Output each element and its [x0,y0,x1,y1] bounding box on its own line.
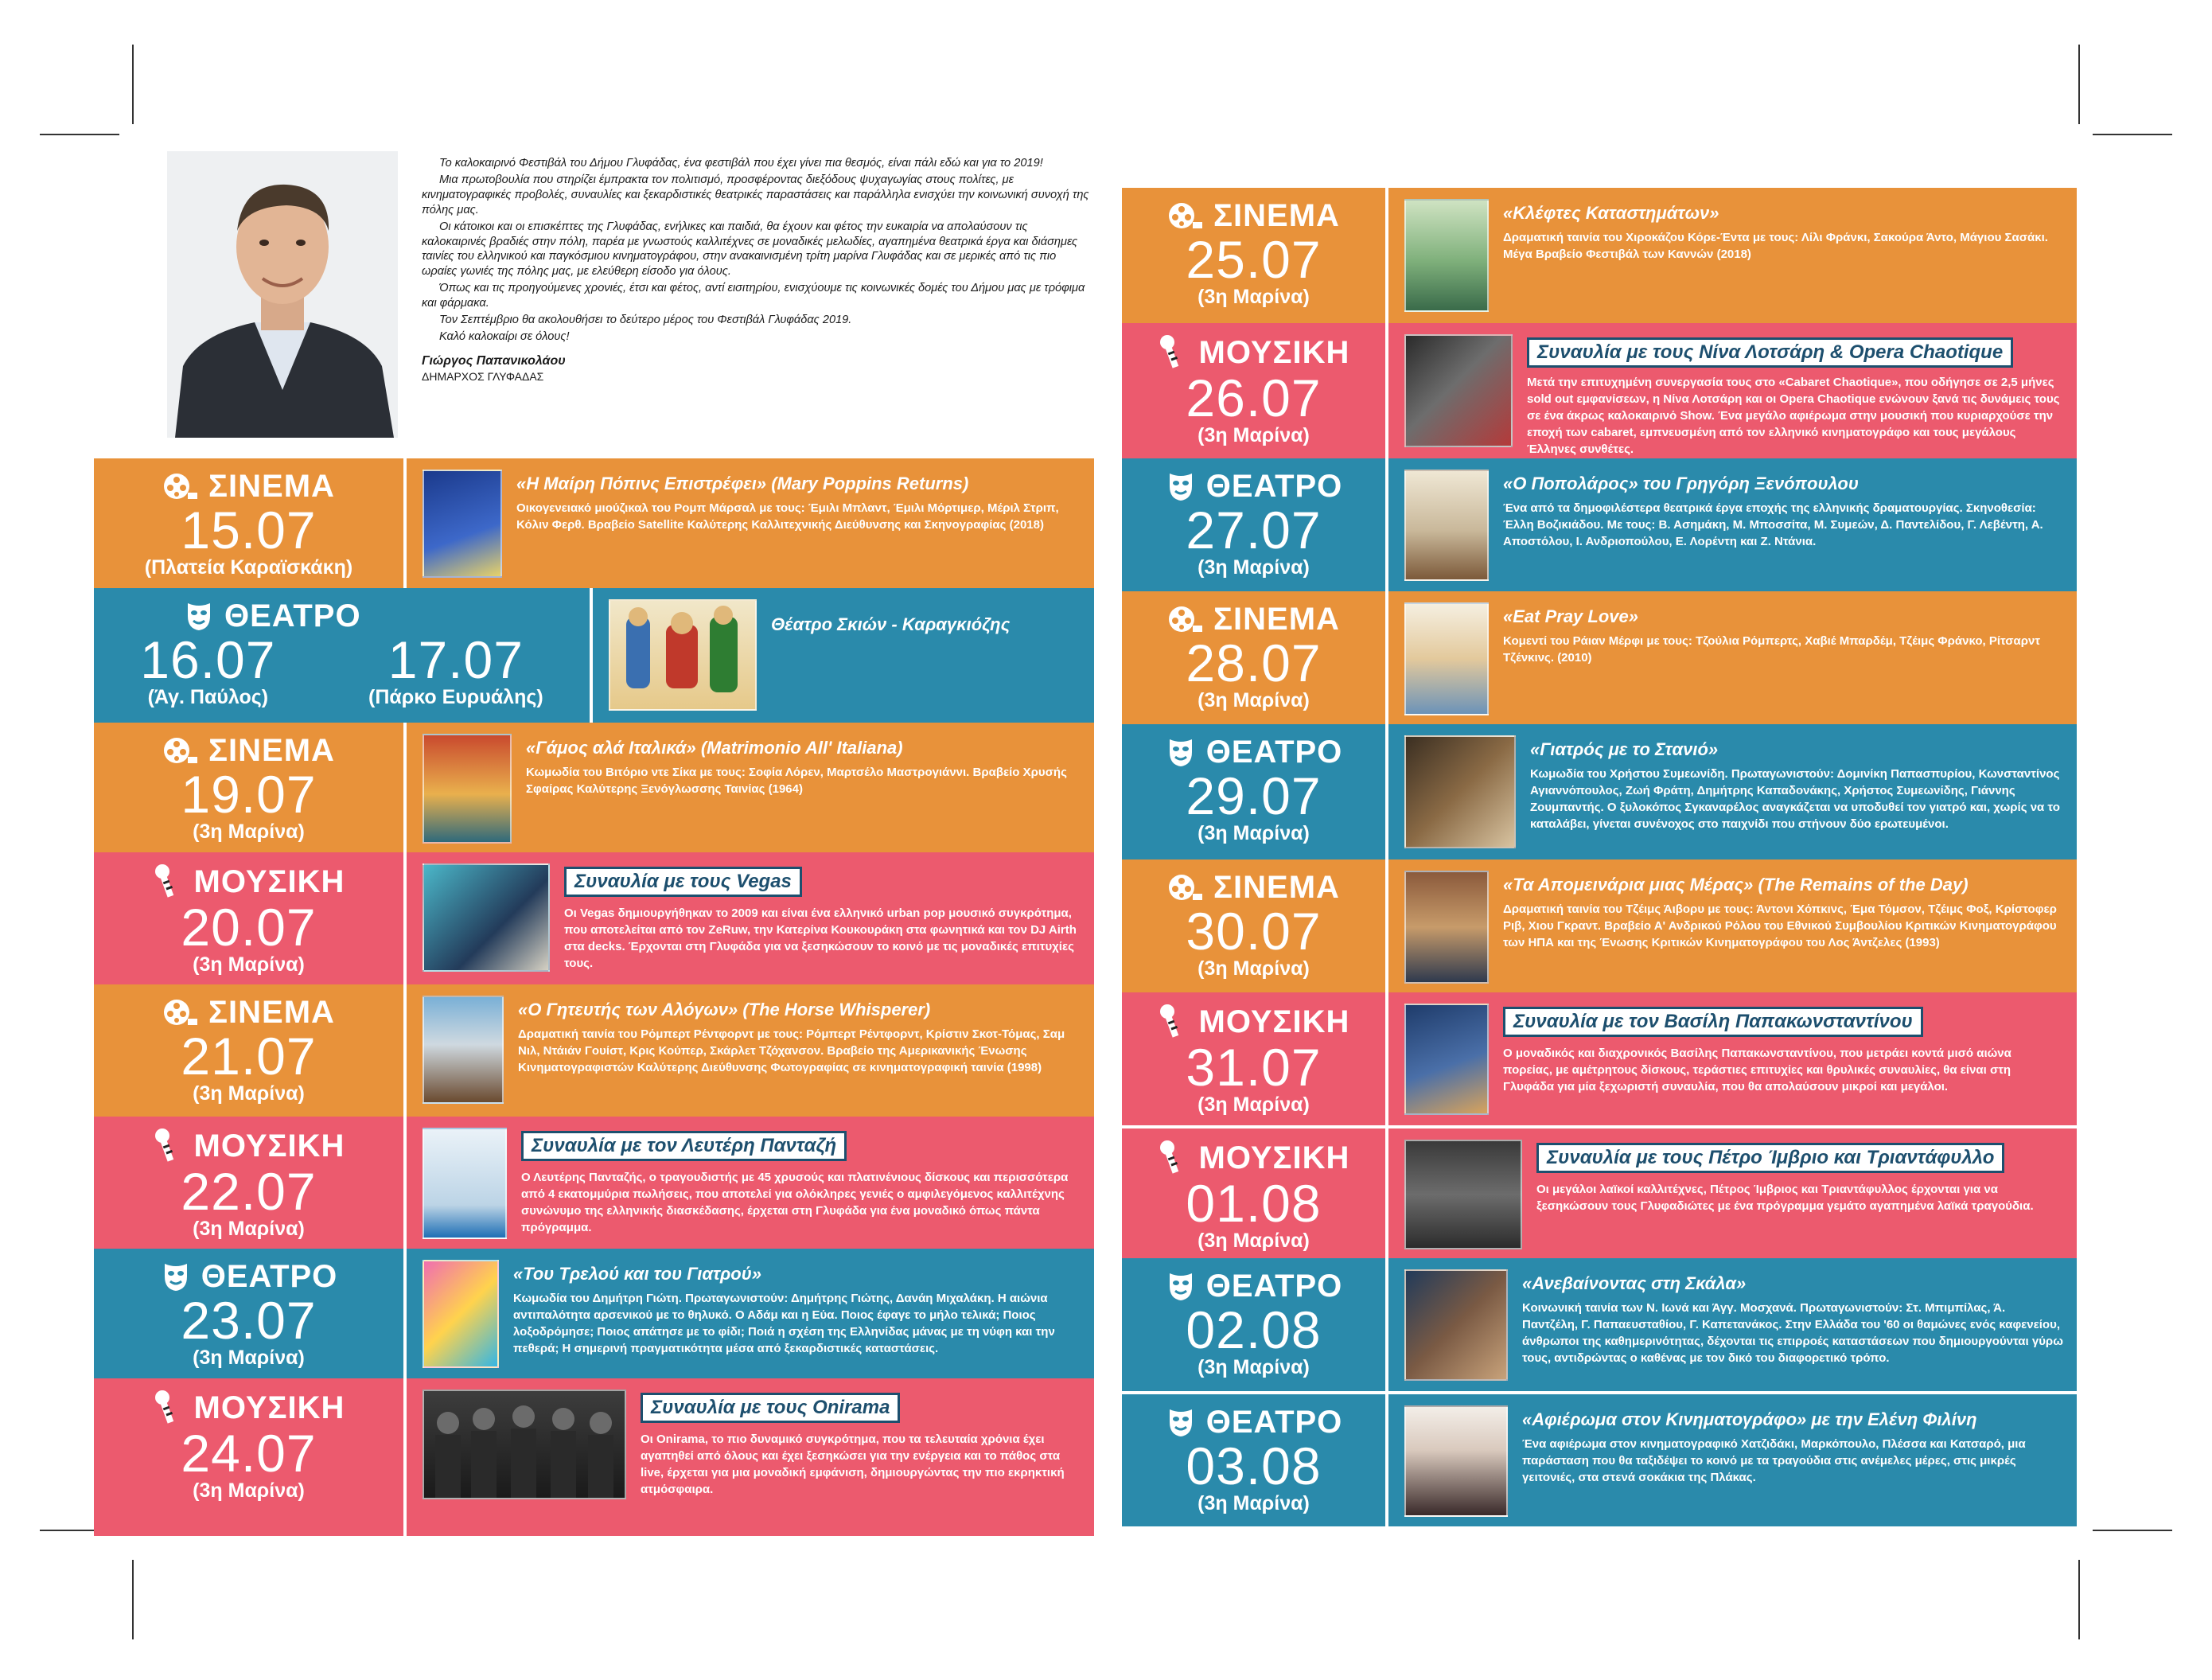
theater-mask-icon [183,600,215,632]
event-venue: (3η Μαρίνα) [1198,1230,1310,1252]
event-date: 25.07 [1186,230,1322,289]
event-description: Μετά την επιτυχημένη συνεργασία τους στο «Cabaret Chaotique», που οδήγησε σε 2,5 μήνες sold out εμφανίσεων, η Νίνα Λοτσάρη και οι Opera Chaotique ενώνουν ξανά τις δυνάμεις τους σε ένα άκρως καλοκαιρινό Show. Ένα μεγάλο αφιέρωμα στην μουσική που κυριαρχούσε την εποχή των cabaret, εμπνευσμένη από τον ελληνικό κινηματογράφο και τους μεγάλους Έλληνες συνθέτες. [1527,376,2060,456]
event-boxed-title: Συναυλία με τους Vegas [564,867,802,897]
event-date-cell [1122,1258,1388,1391]
category-label: ΣΙΝΕΜΑ [208,995,335,1030]
category-label: ΘΕΑΤΡΟ [224,598,361,633]
event-poster [423,996,504,1104]
category-label: ΘΕΑΤΡΟ [1205,1269,1343,1304]
event-date: 17.07 [387,630,524,689]
intro-paragraph: Μια πρωτοβουλία που στηρίζει έμπρακτα τον πολιτισμό, προσφέροντας διεξόδους ψυχαγωγίας στους πολίτες, με κινηματογραφικές προβολές, συναυλίες και ξεκαρδιστικές θεατρικές παραστάσεις και παράλληλα ενισχύει την κοινωνική συνοχή της πόλης μας. [422,173,1089,216]
event-description: Κωμωδία του Βιτόριο ντε Σίκα με τους: Σοφία Λόρεν, Μαρτσέλο Μαστρογιάννι. Βραβείο Χρυσής Σφαίρας Καλύτερης Ξενόγλωσσης Ταινίας (1964) [526,766,1067,796]
event-poster [1404,1269,1508,1381]
event-title: «Κλέφτες Καταστημάτων» [1503,203,1719,223]
event-description: Δραματική ταινία του Ρόμπερτ Ρέντφορντ με τους: Ρόμπερτ Ρέντφορντ, Κρίστιν Σκοτ-Τόμας, Σαμ Νιλ, Ντάιάν Γουίστ, Κρις Κούπερ, Σκάρλετ Τζόχανσον. Βραβείο της Αμερικανικής Ένωσης Κινηματογραφιστών Καλύτερης Διεύθυνσης Φωτογραφίας σε κινηματογραφική ταινία (1998) [518,1027,1065,1074]
event-row [94,1378,1094,1536]
film-reel-icon [162,470,199,502]
event-date: 23.07 [181,1291,317,1350]
event-title: «Τα Απομεινάρια μιας Μέρας» (The Remains of the Day) [1503,875,1969,895]
event-date: 20.07 [181,898,317,957]
event-date-cell [94,1117,407,1249]
event-description: Οικογενειακό μιούζικαλ του Ρομπ Μάρσαλ με τους: Έμιλι Μπλαντ, Έμιλι Μόρτιμερ, Μέριλ Στριπ, Κόλιν Φερθ. Βραβείο Satellite Καλύτερης Καλλιτεχνικής Διεύθυνσης και Σκηνογραφίας (2018) [516,501,1059,532]
category-label: ΣΙΝΕΜΑ [1213,198,1340,233]
event-title: «Eat Pray Love» [1503,606,1638,626]
event-venue: (Πάρκο Ευρυάλης) [368,686,543,708]
intro-paragraph: Όπως και τις προηγούμενες χρονιές, έτσι και φέτος, αντί εισιτηρίου, ενισχύουμε τις κοινωνικές δομές του Δήμου μας με τρόφιμα και φάρμακα. [422,282,1085,310]
event-poster [1404,602,1489,715]
event-row [1122,458,2077,591]
event-venue: (3η Μαρίνα) [1198,689,1310,711]
event-row [1122,1391,2077,1526]
event-content [1388,1128,2077,1258]
category-label: ΜΟΥΣΙΚΗ [193,1390,345,1425]
event-row [1122,859,2077,992]
event-description: Ένα αφιέρωμα στον κινηματογραφικό Χατζιδάκι, Μαρκόπουλο, Πλέσσα και Κατσαρό, μια παράσταση που θα ταξιδέψει το κοινό με τα τραγούδια στις ανέμελες μέρες, στις μικρές γειτονιές, στα στενά σοκάκια της Πλάκας. [1522,1437,2026,1484]
event-title: «Αφιέρωμα στον Κινηματογράφο» με την Ελένη Φιλίνη [1522,1409,1977,1429]
event-content [407,984,1094,1117]
event-row [94,458,1094,588]
event-poster [1404,735,1516,848]
event-title: «Του Τρελού και του Γιατρού» [513,1264,761,1284]
event-description: Κοινωνική ταινία των Ν. Ιωνά και Άγγ. Μοσχανά. Πρωταγωνιστούν: Στ. Μπιμπίλας, Ά. Παντζέλη, Γ. Παπαευσταθίου, Γ. Καπετανάκος. Στην Ελλάδα του '60 οι θαμώνες ενός καφενείου, άνθρωποι της καθημερινότητας, δέχονται τις επιρροές καταστάσεων που δημιουργούνται γύρω τους, αντιδρώντας ο καθένας με τον δικό του διαφορετικό τρόπο. [1522,1301,2063,1365]
mayor-portrait [167,151,398,438]
event-content [1388,458,2077,591]
intro-paragraph: Τον Σεπτέμβριο θα ακολουθήσει το δεύτερο μέρος του Φεστιβάλ Γλυφάδας 2019. [439,314,852,327]
event-venue: (3η Μαρίνα) [1198,424,1310,446]
event-poster [1404,334,1513,447]
event-venue: (3η Μαρίνα) [1198,822,1310,844]
event-poster [1404,470,1489,581]
intro-letter [422,156,1090,384]
event-date-cell [1122,859,1388,992]
event-date-cell [1122,1128,1388,1258]
event-content [593,588,1094,723]
event-date: 21.07 [181,1027,317,1086]
theater-mask-icon [1165,1406,1197,1438]
event-content [407,458,1094,588]
intro-paragraph: Το καλοκαιρινό Φεστιβάλ του Δήμου Γλυφάδας, ένα φεστιβάλ που έχει γίνει πια θεσμός, είναι πάλι εδώ και για το 2019! [439,157,1043,170]
event-venue: (3η Μαρίνα) [193,1347,305,1369]
intro-paragraph: Οι κάτοικοι και οι επισκέπτες της Γλυφάδας, ενήλικες και παιδιά, θα έχουν και φέτος την ευκαιρία να απολαύσουν τις καλοκαιρινές βραδιές στην πόλη, παρέα με γνωστούς καλλιτέχνες σε μοναδικές μελωδίες, αγαπημένα θεατρικά έργα και διάσημες ταινίες του ελληνικού και παγκόσμιου κινηματογράφου, στην ανακαινισμένη τρίτη μαρίνα Γλυφάδας και σε μερικές από τις πιο ωραίες γωνιές της πόλης μας, με ελεύθερη είσοδο για όλους. [422,220,1078,279]
event-category [94,470,403,503]
event-description: Οι Onirama, το πιο δυναμικό συγκρότημα, που τα τελευταία χρόνια έχει αγαπηθεί από όλους και έχει ξεσηκώσει για την ενέργεια και το πάθος στα live, έρχεται για μια μοναδική εμφάνιση, δημιουργώντας την πιο εκρηκτική ατμόσφαιρα. [641,1432,1065,1496]
event-content [407,852,1094,984]
event-row [94,1117,1094,1249]
theater-mask-icon [1165,1270,1197,1302]
event-description: Θέατρο Σκιών - Καραγκιόζης [771,614,1011,634]
event-description: Κωμωδία του Δημήτρη Γιώτη. Πρωταγωνιστούν: Δημήτρης Γιώτης, Δανάη Μιχαλάκη. Η αιώνια αντιπαλότητα αρσενικού με το θηλυκό. Ο Αδάμ και η Εύα. Ποιος έφαγε το μήλο τελικά; Ποιος λοξοδρόμησε; Ποιος απάτησε με το φίδι; Ποιά η σχέση της Ελληνίδας μάνας με τη νύφη και την πεθερά; Η σημερινή πραγματικότητα μέσα από ξεκαρδιστικές καταστάσεις. [513,1292,1055,1355]
event-content [407,723,1094,852]
event-date-cell [94,1249,407,1378]
category-label: ΜΟΥΣΙΚΗ [1198,1140,1350,1175]
event-date: 24.07 [181,1424,317,1483]
event-description: Κωμωδία του Χρήστου Συμεωνίδη. Πρωταγωνιστούν: Δομινίκη Παπασπυρίου, Κωνσταντίνος Αγιαννόπουλος, Ζωή Φράτη, Δημήτρης Καπαδονάκης, Χρήστος Συμεωνίδης, Γιάννης Ζουμπαντής. Ο ξυλοκόπος Σγκαναρέλος αναγκάζεται να υποδυθεί τον γιατρό και, χωρίς να το καταλάβει, γίνεται συνένοχος στο παιχνίδι που στήνουν δύο ερωτευμένοι. [1530,767,2060,831]
signature-name: Γιώργος Παπανικολάου [422,353,566,368]
event-venue: (3η Μαρίνα) [1198,1492,1310,1514]
microphone-icon [153,1390,185,1426]
event-venue: (3η Μαρίνα) [193,821,305,843]
microphone-icon [153,863,185,900]
microphone-icon [1158,1004,1190,1040]
event-venue: (3η Μαρίνα) [1198,1093,1310,1116]
event-date-cell [1122,458,1388,591]
event-venue: (3η Μαρίνα) [193,1082,305,1105]
event-date: 26.07 [1186,368,1322,427]
event-category [1122,334,1385,371]
category-label: ΜΟΥΣΙΚΗ [1198,335,1350,370]
event-poster [423,1390,626,1499]
event-content [407,1117,1094,1249]
crop-mark [2078,1560,2080,1639]
theater-mask-icon [1165,736,1197,768]
microphone-icon [1158,1140,1190,1176]
event-venue: (3η Μαρίνα) [193,1218,305,1240]
event-venue: (3η Μαρίνα) [1198,957,1310,980]
event-category [1122,1405,1385,1439]
event-row [94,723,1094,852]
event-row [1122,323,2077,458]
event-date: 02.08 [1186,1300,1322,1359]
signature-title: ΔΗΜΑΡΧΟΣ ΓΛΥΦΑΔΑΣ [422,369,544,383]
event-category [94,599,590,633]
film-reel-icon [1167,200,1204,232]
event-date: 15.07 [181,501,317,559]
category-label: ΣΙΝΕΜΑ [208,733,335,768]
event-title: «Γάμος αλά Ιταλικά» (Matrimonio All' Italiana) [526,738,903,758]
event-date: 16.07 [140,630,276,689]
event-poster [1404,871,1489,984]
crop-mark [40,134,119,135]
event-category [1122,1140,1385,1176]
category-label: ΣΙΝΕΜΑ [1213,602,1340,637]
event-venue: (Πλατεία Καραϊσκάκη) [144,556,353,579]
event-description: Ένα από τα δημοφιλέστερα θεατρικά έργα εποχής της ελληνικής δραματουργίας. Σκηνοθεσία: Έλλη Βοζικιάδου. Με τους: Β. Ασημάκη, Μ. Μποσσίτα, Μ. Συμεών, Δ. Παντελίδου, Γ. Λεβέντη, Α. Αποστόλου, Ι. Ανδριοπούλου, Ε. Λορέντη και Ζ. Ντάνια. [1503,501,2043,548]
signature [422,354,1090,384]
event-category [1122,470,1385,503]
event-date-cell [1122,724,1388,859]
category-label: ΜΟΥΣΙΚΗ [193,1128,345,1164]
event-category [1122,1004,1385,1040]
event-description: Ο Λευτέρης Πανταζής, ο τραγουδιστής με 45 χρυσούς και πλατινένιους δίσκους και περισσότερα από 4 εκατομμύρια πωλήσεις, που αποτελεί για ολόκληρες γενιές ο αμφιλεγόμενος καλλιτέχνης συνώνυμο της ελληνικής διασκέδασης, έρχεται στη Γλυφάδα για ένα μοναδικό όπως πάντα πρόγραμμα. [521,1171,1069,1234]
event-category [94,996,403,1029]
event-category [94,1390,403,1426]
microphone-icon [153,1128,185,1164]
event-row [1122,591,2077,724]
event-category [94,1128,403,1164]
category-label: ΜΟΥΣΙΚΗ [1198,1004,1350,1039]
event-row [1122,188,2077,323]
event-venue: (3η Μαρίνα) [1198,286,1310,308]
event-content [1388,323,2077,458]
film-reel-icon [1167,603,1204,635]
event-description: Οι μεγάλοι λαϊκοί καλλιτέχνες, Πέτρος Ίμβριος και Τριαντάφυλλος έρχονται για να ξεσηκώσουν τους Γλυφαδιώτες με ένα πρόγραμμα γεμάτο αγαπημένα λαϊκά τραγούδια. [1536,1183,2034,1213]
event-description: Κομεντί του Ράιαν Μέρφι με τους: Τζούλια Ρόμπερτς, Χαβιέ Μπαρδέμ, Τζέιμς Φράνκο, Ρίτσαρντ Τζένκινς. (2010) [1503,634,2041,665]
event-date-cell [1122,591,1388,724]
event-title: «Ο Γητευτής των Αλόγων» (The Horse Whisperer) [518,1000,931,1019]
event-venue: (3η Μαρίνα) [193,953,305,976]
event-category [1122,735,1385,769]
event-date: 01.08 [1186,1174,1322,1233]
event-content [1388,1394,2077,1526]
event-date-cell [94,723,407,852]
event-content [407,1249,1094,1378]
event-date: 27.07 [1186,501,1322,559]
event-category [1122,871,1385,904]
event-date-cell [1122,992,1388,1125]
event-date-cell [94,984,407,1117]
event-content [1388,724,2077,859]
event-category [94,863,403,900]
event-boxed-title: Συναυλία με τον Βασίλη Παπακωνσταντίνου [1503,1007,1923,1037]
program-left-column [94,458,1094,1536]
event-content [1388,188,2077,323]
event-content [1388,591,2077,724]
event-category [1122,602,1385,636]
event-row [94,1249,1094,1378]
event-description: Δραματική ταινία του Τζέιμς Άιβορυ με τους: Άντονι Χόπκινς, Έμα Τόμσον, Τζέιμς Φοξ, Κρίστοφερ Ριβ, Χιου Γκραντ. Βραβείο Α' Ανδρικού Ρόλου του Εθνικού Συμβουλίου Κριτικών Κινηματογράφου των ΗΠΑ και της Ένωσης Κριτικών Κινηματογράφου του Λος Άντζελες (1993) [1503,902,2057,949]
crop-mark [2093,1530,2172,1531]
program-right-column [1122,188,2077,1526]
event-row [94,984,1094,1117]
crop-mark [132,1560,134,1639]
event-title: «Η Μαίρη Πόπινς Επιστρέφει» (Mary Poppins Returns) [516,474,969,493]
category-label: ΘΕΑΤΡΟ [1205,1405,1343,1440]
event-venue: (3η Μαρίνα) [1198,1356,1310,1378]
event-row [1122,992,2077,1125]
intro-paragraph: Καλό καλοκαίρι σε όλους! [439,329,570,343]
event-date: 29.07 [1186,766,1322,825]
event-poster [1404,1004,1489,1115]
event-poster [423,1260,499,1368]
event-venue: (3η Μαρίνα) [193,1479,305,1502]
event-description: Οι Vegas δημιουργήθηκαν το 2009 και είναι ένα ελληνικό urban pop μουσικό συγκρότημα, που αποτελείται από τον ZeRuw, την Κατερίνα Κουκουράκη στα φωνητικά και τον DJ Airth στα decks. Έρχονται στη Γλυφάδα για να ξεσηκώσουν το κοινό με τις μοναδικές επιτυχίες τους. [564,906,1077,970]
event-date: 22.07 [181,1162,317,1221]
category-label: ΘΕΑΤΡΟ [1205,469,1343,504]
event-boxed-title: Συναυλία με τους Onirama [641,1393,900,1423]
category-label: ΘΕΑΤΡΟ [201,1259,338,1294]
event-date-cell [1122,188,1388,323]
event-date: 03.08 [1186,1436,1322,1495]
event-poster [423,863,550,972]
event-content [407,1378,1094,1536]
event-boxed-title: Συναυλία με τους Νίνα Λοτσάρη & Opera Chaotique [1527,337,2013,368]
event-date: 28.07 [1186,633,1322,692]
event-boxed-title: Συναυλία με τους Πέτρο Ίμβριο και Τριαντάφυλλο [1536,1143,2004,1173]
event-row [94,588,1094,723]
theater-mask-icon [1165,470,1197,502]
theater-mask-icon [160,1261,192,1292]
event-row [94,852,1094,984]
event-category [1122,1269,1385,1303]
event-venue: (Άγ. Παύλος) [147,686,269,708]
crop-mark [2093,134,2172,135]
event-poster [1404,1405,1508,1517]
category-label: ΣΙΝΕΜΑ [208,469,335,504]
event-poster [1404,199,1489,312]
film-reel-icon [162,735,199,766]
event-poster [423,734,512,844]
event-title: «Γιατρός με το Στανιό» [1530,739,1719,759]
event-boxed-title: Συναυλία με τον Λευτέρη Πανταζή [521,1131,847,1161]
event-title: «Ο Ποπολάρος» του Γρηγόρη Ξενόπουλου [1503,474,1859,493]
event-date-cell [1122,323,1388,458]
microphone-icon [1158,334,1190,371]
event-date: 30.07 [1186,902,1322,961]
event-description: Δραματική ταινία του Χιροκάζου Κόρε-Έντα με τους: Λίλι Φράνκι, Σακούρα Άντο, Μάγιου Σασάκι. Μέγα Βραβείο Φεστιβάλ των Καννών (2018) [1503,231,2048,261]
event-title: «Ανεβαίνοντας στη Σκάλα» [1522,1273,1747,1293]
crop-mark [2078,45,2080,124]
film-reel-icon [162,996,199,1028]
event-date: 31.07 [1186,1038,1322,1097]
event-row [1122,1125,2077,1258]
event-content [1388,1258,2077,1391]
event-date-cell [94,852,407,984]
event-poster [423,470,502,578]
event-date: 19.07 [181,765,317,824]
event-venue: (3η Μαρίνα) [1198,556,1310,579]
event-category [94,1260,403,1293]
film-reel-icon [1167,871,1204,903]
crop-mark [132,45,134,124]
event-category [1122,199,1385,232]
category-label: ΘΕΑΤΡΟ [1205,735,1343,770]
event-category [94,734,403,767]
category-label: ΜΟΥΣΙΚΗ [193,864,345,899]
event-content [1388,992,2077,1125]
event-row [1122,724,2077,859]
event-poster [609,599,757,711]
event-poster [423,1128,507,1239]
event-poster [1404,1140,1522,1249]
event-date-cell [94,458,407,588]
event-content [1388,859,2077,992]
event-date-cell [94,588,593,723]
category-label: ΣΙΝΕΜΑ [1213,870,1340,905]
event-date-cell [94,1378,407,1536]
event-description: Ο μοναδικός και διαχρονικός Βασίλης Παπακωνσταντίνου, που μετράει κοντά μισό αιώνα πορείας, με αμέτρητους δίσκους, τεράστιες επιτυχίες και θρυλικές συναυλίες, θα είναι στη Γλυφάδα για μία ξεχωριστή συναυλία, που θα απολαύσουν μικροί και μεγάλοι. [1503,1047,2011,1093]
event-row [1122,1258,2077,1391]
event-date-cell [1122,1394,1388,1526]
